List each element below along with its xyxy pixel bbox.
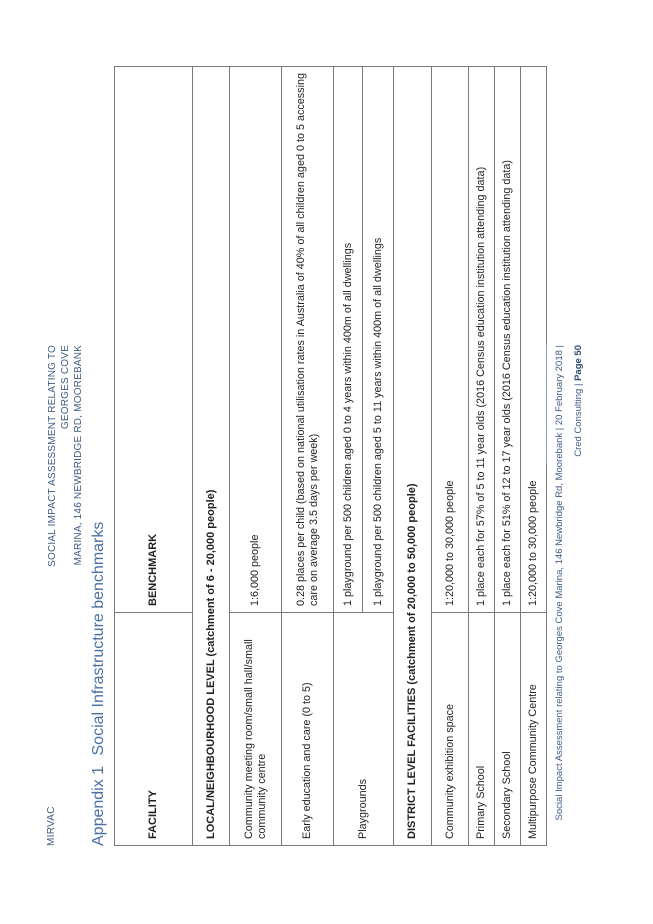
- benchmark-cell: 0.28 places per child (based on national utilisation rates in Australia of 40% of all children aged 0 to 5 accessing care on average 3.5 days per week): [282, 67, 334, 613]
- table-row: [282, 67, 334, 846]
- facility-cell: Multipurpose Community Centre: [521, 613, 547, 846]
- benchmark-cell: 1:6,000 people: [230, 67, 282, 613]
- benchmark-cell: 1:20,000 to 30,000 people: [432, 67, 469, 613]
- table-row: [432, 67, 469, 846]
- facility-cell: Playgrounds: [334, 613, 394, 846]
- benchmark-cell: 1 place each for 51% of 12 to 17 year olds (2016 Census education institution attending data): [495, 67, 521, 613]
- table-row: [469, 67, 495, 846]
- table-row: [334, 67, 363, 846]
- header-line-1: SOCIAL IMPACT ASSESSMENT RELATING TO GEORGES COVE: [47, 345, 71, 567]
- section-row-local: [193, 67, 230, 846]
- facility-cell: Secondary School: [495, 613, 521, 846]
- footer-document-line: Social Impact Assessment relating to Georges Cove Marina, 146 Newbridge Rd, Moorebank | 20 February 2018 |: [554, 345, 565, 821]
- section-heading-district: DISTRICT LEVEL FACILITIES (catchment of 20,000 to 50,000 people): [394, 67, 432, 846]
- footer-company: Cred Consulting |: [573, 383, 584, 457]
- facility-cell: Primary School: [469, 613, 495, 846]
- facility-cell: Community meeting room/small hall/small community centre: [230, 613, 282, 846]
- page-number: Page 50: [573, 345, 584, 381]
- table-header-row: [115, 67, 193, 846]
- column-header-benchmark: BENCHMARK: [115, 67, 193, 613]
- section-heading-local: LOCAL/NEIGHBOURHOOD LEVEL (catchment of 6 - 20,000 people): [193, 67, 230, 846]
- facility-cell: Early education and care (0 to 5): [282, 613, 334, 846]
- benchmark-cell: 1 playground per 500 children aged 5 to 11 years within 400m of all dwellings: [363, 67, 394, 613]
- header-line-2: MARINA, 146 NEWBRIDGE RD, MOOREBANK: [73, 345, 84, 566]
- appendix-number: Appendix 1: [90, 765, 107, 846]
- appendix-title: [90, 522, 108, 846]
- facility-cell: Community exhibition space: [432, 613, 469, 846]
- table-row: [230, 67, 282, 846]
- appendix-heading: Social Infrastructure benchmarks: [90, 521, 107, 756]
- benchmark-cell: 1 place each for 57% of 5 to 11 year olds (2016 Census education institution attending data): [469, 67, 495, 613]
- header-org: MIRVAC: [46, 806, 57, 846]
- header-document-title: [46, 345, 85, 605]
- column-header-facility: FACILITY: [115, 613, 193, 846]
- table-row: [495, 67, 521, 846]
- footer-page-line: [573, 345, 584, 825]
- benchmarks-table: [114, 66, 547, 846]
- footer-divider: [546, 345, 547, 464]
- section-row-district: [394, 67, 432, 846]
- benchmark-cell: 1:20,000 to 30,000 people: [521, 67, 547, 613]
- table-row: [521, 67, 547, 846]
- benchmark-cell: 1 playground per 500 children aged 0 to 4 years within 400m of all dwellings: [334, 67, 363, 613]
